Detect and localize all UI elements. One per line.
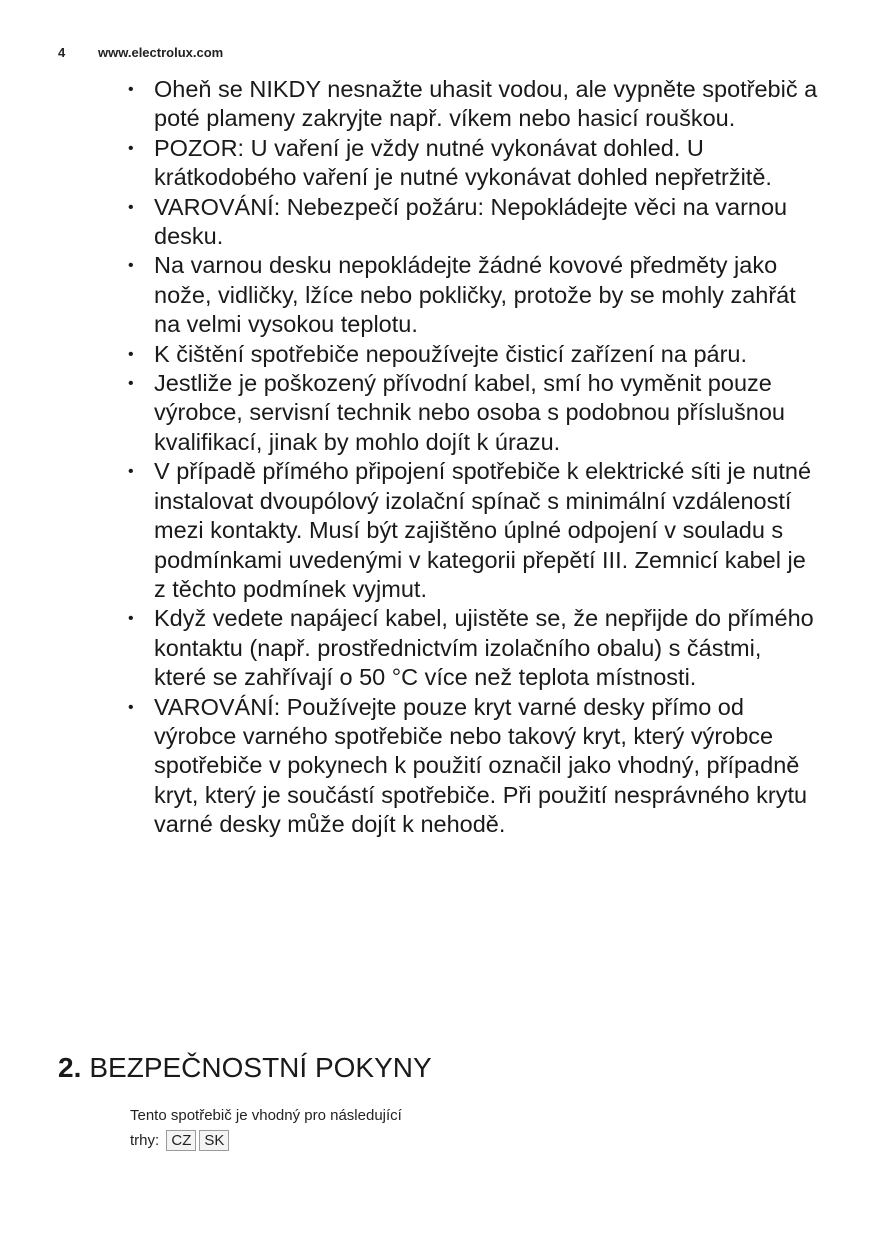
bullet-item-8 bbox=[128, 604, 818, 692]
bullet-item-5 bbox=[128, 340, 818, 369]
bullet-dot: • bbox=[128, 463, 134, 481]
section-title-text: BEZPEČNOSTNÍ POKYNY bbox=[89, 1052, 432, 1083]
bullet-dot: • bbox=[128, 698, 134, 716]
markets-label: trhy: bbox=[130, 1132, 160, 1149]
market-code-sk: SK bbox=[199, 1130, 229, 1151]
bullet-text: VAROVÁNÍ: Nebezpečí požáru: Nepokládejte věci na varnou desku. bbox=[154, 193, 788, 250]
bullet-text: POZOR: U vaření je vždy nutné vykonávat dohled. U krátkodobého vaření je nutné vykonávat dohled nepřetržitě. bbox=[154, 134, 772, 191]
market-code-cz: CZ bbox=[166, 1130, 196, 1151]
bullet-text: VAROVÁNÍ: Používejte pouze kryt varné desky přímo od výrobce varného spotřebiče nebo takový kryt, který výrobce spotřebiče v pokynech k použití označil jako vhodný, případně kryt, který je součástí spotřebiče. Při použití nesprávného krytu varné desky může dojít k nehodě. bbox=[154, 693, 808, 838]
bullet-item-9 bbox=[128, 693, 818, 840]
section-number: 2. bbox=[58, 1052, 82, 1083]
safety-bullet-list bbox=[128, 75, 818, 840]
markets-block bbox=[130, 1103, 402, 1153]
bullet-item-4 bbox=[128, 251, 818, 339]
bullet-text: Na varnou desku nepokládejte žádné kovové předměty jako nože, vidličky, lžíce nebo pokličky, protože by se mohly zahřát na velmi vysokou teplotu. bbox=[154, 252, 796, 338]
bullet-item-7 bbox=[128, 457, 818, 604]
website-url: www.electrolux.com bbox=[98, 45, 224, 60]
bullet-dot: • bbox=[128, 139, 134, 157]
bullet-item-6 bbox=[128, 369, 818, 457]
markets-line bbox=[130, 1128, 402, 1153]
markets-description: Tento spotřebič je vhodný pro následující bbox=[130, 1107, 402, 1124]
bullet-dot: • bbox=[128, 81, 134, 98]
bullet-text: Když vedete napájecí kabel, ujistěte se, že nepřijde do přímého kontaktu (např. prostřednictvím izolačního obalu) s částmi, které se zahřívají o 50 °C více než teplota místnosti. bbox=[154, 605, 814, 691]
bullet-text: K čištění spotřebiče nepoužívejte čisticí zařízení na páru. bbox=[154, 340, 748, 367]
bullet-dot: • bbox=[128, 198, 134, 216]
page-header bbox=[58, 45, 223, 60]
bullet-dot: • bbox=[128, 610, 134, 628]
section-heading bbox=[58, 1051, 432, 1085]
bullet-text: Oheň se NIKDY nesnažte uhasit vodou, ale vypněte spotřebič a poté plameny zakryjte např. víkem nebo hasicí rouškou. bbox=[154, 76, 818, 132]
bullet-text: Jestliže je poškozený přívodní kabel, smí ho vyměnit pouze výrobce, servisní technik nebo osoba s podobnou příslušnou kvalifikací, jinak by mohlo dojít k úrazu. bbox=[154, 370, 785, 455]
bullet-dot: • bbox=[128, 345, 134, 363]
page-number: 4 bbox=[58, 45, 66, 60]
bullet-dot: • bbox=[128, 257, 134, 275]
bullet-item-3 bbox=[128, 193, 818, 252]
bullet-item-1 bbox=[128, 75, 818, 134]
bullet-item-2 bbox=[128, 134, 818, 193]
bullet-dot: • bbox=[128, 375, 134, 393]
bullet-text: V případě přímého připojení spotřebiče k elektrické síti je nutné instalovat dvoupólový izolační spínač s minimální vzdáleností mezi kontakty. Musí být zajištěno úplné odpojení v souladu s podmínkami uvedenými v kategorii přepětí III. Zemnicí kabel je z těchto podmínek vyjmut. bbox=[154, 458, 812, 602]
